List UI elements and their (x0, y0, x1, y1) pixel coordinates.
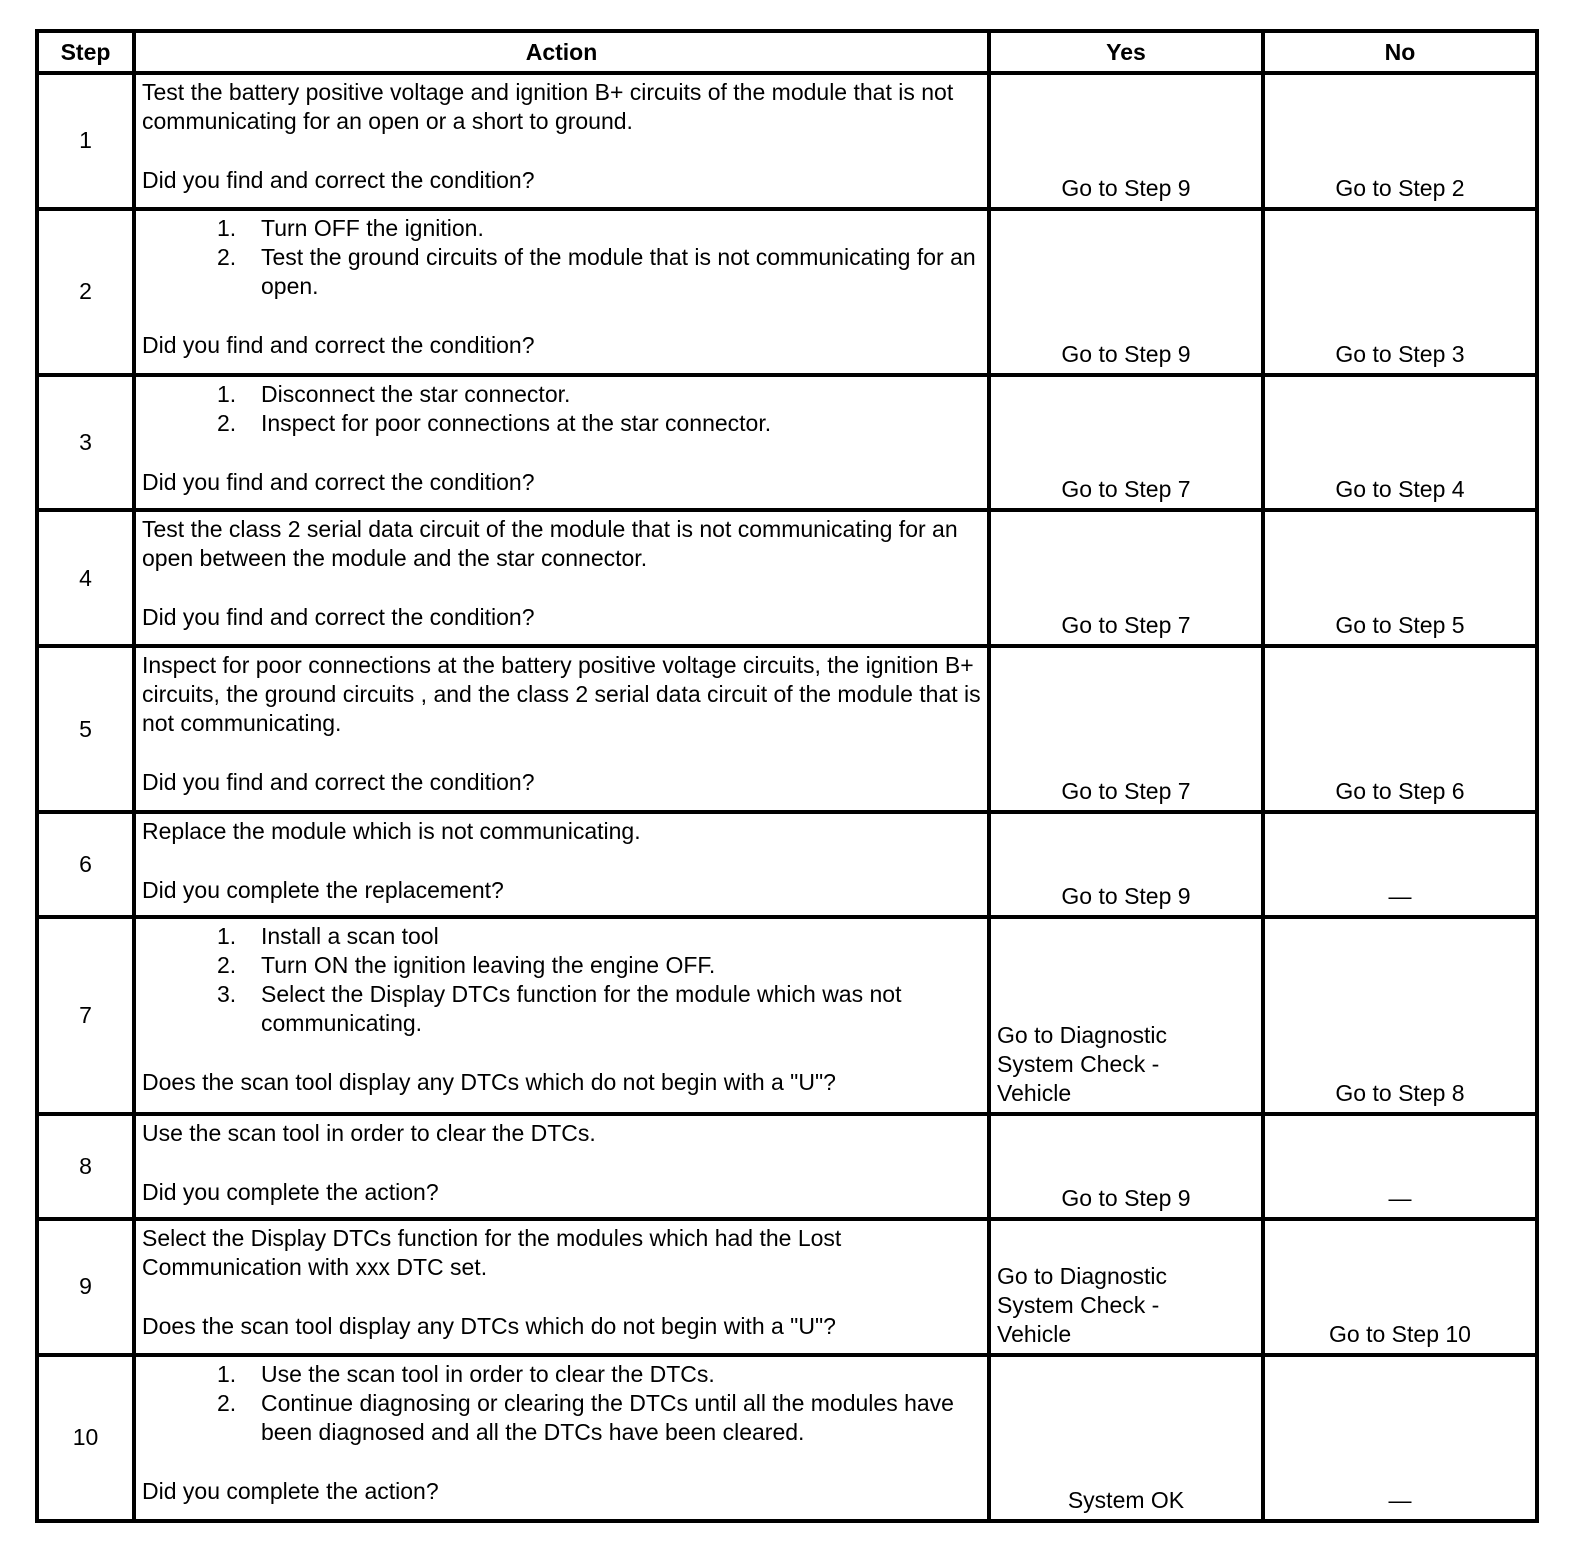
no-text: — (1388, 1487, 1412, 1513)
header-yes: Yes (989, 31, 1263, 73)
step-number: 9 (37, 1219, 134, 1355)
step-number: 2 (37, 209, 134, 375)
action-question: Did you find and correct the condition? (142, 604, 535, 631)
action-question: Did you complete the action? (142, 1179, 439, 1206)
yes-result (989, 375, 1263, 511)
table-row (37, 1355, 1537, 1521)
action-question: Does the scan tool display any DTCs which do not begin with a "U"? (142, 1313, 836, 1340)
table-row (37, 1114, 1537, 1219)
header-row (37, 31, 1537, 73)
action-question: Did you find and correct the condition? (142, 769, 535, 796)
action-question: Did you find and correct the condition? (142, 167, 535, 193)
action-text: Test the class 2 serial data circuit of the module that is not communicating for an open between the module and the star connector. (142, 516, 958, 572)
action-cell (134, 1355, 989, 1521)
action-step-item (142, 214, 981, 243)
action-step-item (142, 980, 981, 1038)
no-text: — (1388, 1185, 1412, 1212)
yes-result (989, 917, 1263, 1114)
no-text: Go to Step 5 (1335, 612, 1465, 639)
no-text: Go to Step 3 (1335, 340, 1465, 367)
action-step-number: 1. (217, 1360, 237, 1387)
no-result (1263, 1355, 1537, 1521)
header-no: No (1263, 31, 1537, 73)
action-cell (134, 375, 989, 511)
step-number: 4 (37, 510, 134, 646)
no-result (1263, 1219, 1537, 1355)
action-cell (134, 1219, 989, 1355)
no-result (1263, 73, 1537, 209)
no-text: Go to Step 2 (1335, 174, 1465, 201)
yes-text: Go to Step 9 (1061, 340, 1191, 367)
action-step-number: 2. (217, 1389, 237, 1416)
action-step-text: Select the Display DTCs function for the module which was not communicating. (261, 981, 902, 1037)
action-step-number: 3. (217, 981, 237, 1008)
table-row (37, 812, 1537, 917)
action-cell (134, 917, 989, 1114)
yes-result (989, 1355, 1263, 1521)
action-question: Did you complete the replacement? (142, 877, 504, 904)
action-step-text: Turn ON the ignition leaving the engine OFF. (261, 952, 716, 979)
no-result (1263, 646, 1537, 812)
action-text: Replace the module which is not communicating. (142, 818, 641, 845)
action-text: Test the battery positive voltage and ignition B+ circuits of the module that is not communicating for an open or a short to ground. (142, 79, 954, 134)
action-step-number: 2. (217, 409, 237, 436)
step-number: 5 (37, 646, 134, 812)
yes-result (989, 1114, 1263, 1219)
action-text: Use the scan tool in order to clear the DTCs. (142, 1120, 596, 1147)
step-number: 10 (37, 1355, 134, 1521)
action-text: Inspect for poor connections at the battery positive voltage circuits, the ignition B+ circuits, the ground circuits , and the class 2 serial data circuit of the module that is not communicating. (142, 652, 981, 737)
action-text: Select the Display DTCs function for the modules which had the Lost Communication with xxx DTC set. (142, 1225, 842, 1281)
yes-text: Go to Diagnostic System Check - Vehicle (997, 1262, 1168, 1347)
action-step-item (142, 922, 981, 951)
action-cell (134, 73, 989, 209)
action-question: Did you find and correct the condition? (142, 331, 535, 358)
yes-result (989, 646, 1263, 812)
action-cell (134, 1114, 989, 1219)
action-cell (134, 510, 989, 646)
table-row (37, 375, 1537, 511)
header-step: Step (37, 31, 134, 73)
no-result (1263, 375, 1537, 511)
action-step-item (142, 380, 981, 409)
action-step-text: Install a scan tool (261, 923, 439, 950)
yes-result (989, 510, 1263, 646)
no-result (1263, 812, 1537, 917)
action-question: Did you find and correct the condition? (142, 468, 535, 495)
action-step-text: Inspect for poor connections at the star connector. (261, 409, 772, 436)
table-row (37, 209, 1537, 375)
diagnostic-table (35, 29, 1539, 1523)
no-result (1263, 917, 1537, 1114)
yes-result (989, 73, 1263, 209)
action-steps-list (142, 1360, 981, 1447)
action-step-number: 1. (217, 380, 237, 407)
action-step-number: 1. (217, 214, 237, 241)
step-number: 7 (37, 917, 134, 1114)
yes-result (989, 209, 1263, 375)
action-cell (134, 209, 989, 375)
no-result (1263, 510, 1537, 646)
step-number: 3 (37, 375, 134, 511)
yes-text: Go to Step 7 (1061, 476, 1191, 503)
action-step-text: Disconnect the star connector. (261, 380, 571, 407)
no-result (1263, 209, 1537, 375)
no-text: Go to Step 8 (1335, 1080, 1465, 1107)
table-row (37, 73, 1537, 209)
yes-text: Go to Step 9 (1061, 1185, 1191, 1212)
table-row (37, 510, 1537, 646)
yes-text: Go to Step 9 (1061, 174, 1191, 201)
action-steps-list (142, 922, 981, 1038)
action-question: Does the scan tool display any DTCs which do not begin with a "U"? (142, 1069, 836, 1096)
table-body (37, 73, 1537, 1521)
yes-text: Go to Step 7 (1061, 612, 1191, 639)
table-row (37, 1219, 1537, 1355)
step-number: 8 (37, 1114, 134, 1219)
action-cell (134, 646, 989, 812)
no-text: Go to Step 6 (1335, 778, 1465, 805)
action-step-item (142, 1389, 981, 1447)
action-step-item (142, 243, 981, 301)
action-step-number: 2. (217, 243, 237, 270)
yes-text: Go to Diagnostic System Check - Vehicle (997, 1022, 1168, 1107)
no-result (1263, 1114, 1537, 1219)
step-number: 1 (37, 73, 134, 209)
action-steps-list (142, 214, 981, 301)
yes-text: Go to Step 9 (1061, 883, 1191, 910)
step-number: 6 (37, 812, 134, 917)
action-step-text: Turn OFF the ignition. (261, 214, 484, 241)
action-cell (134, 812, 989, 917)
header-action: Action (134, 31, 989, 73)
action-step-text: Use the scan tool in order to clear the DTCs. (261, 1360, 715, 1387)
yes-result (989, 812, 1263, 917)
action-step-item (142, 951, 981, 980)
yes-result (989, 1219, 1263, 1355)
no-text: Go to Step 4 (1335, 476, 1465, 503)
table-row (37, 646, 1537, 812)
action-step-number: 2. (217, 952, 237, 979)
yes-text: System OK (1067, 1487, 1185, 1513)
action-step-item (142, 409, 981, 438)
action-question: Did you complete the action? (142, 1477, 439, 1504)
action-step-item (142, 1360, 981, 1389)
table-row (37, 917, 1537, 1114)
action-step-number: 1. (217, 923, 237, 950)
yes-text: Go to Step 7 (1061, 778, 1191, 805)
action-steps-list (142, 380, 981, 438)
action-step-text: Continue diagnosing or clearing the DTCs until all the modules have been diagnosed and all the DTCs have been cleared. (261, 1389, 954, 1445)
action-step-text: Test the ground circuits of the module that is not communicating for an open. (261, 243, 976, 299)
no-text: Go to Step 10 (1329, 1320, 1471, 1347)
no-text: — (1388, 883, 1412, 910)
